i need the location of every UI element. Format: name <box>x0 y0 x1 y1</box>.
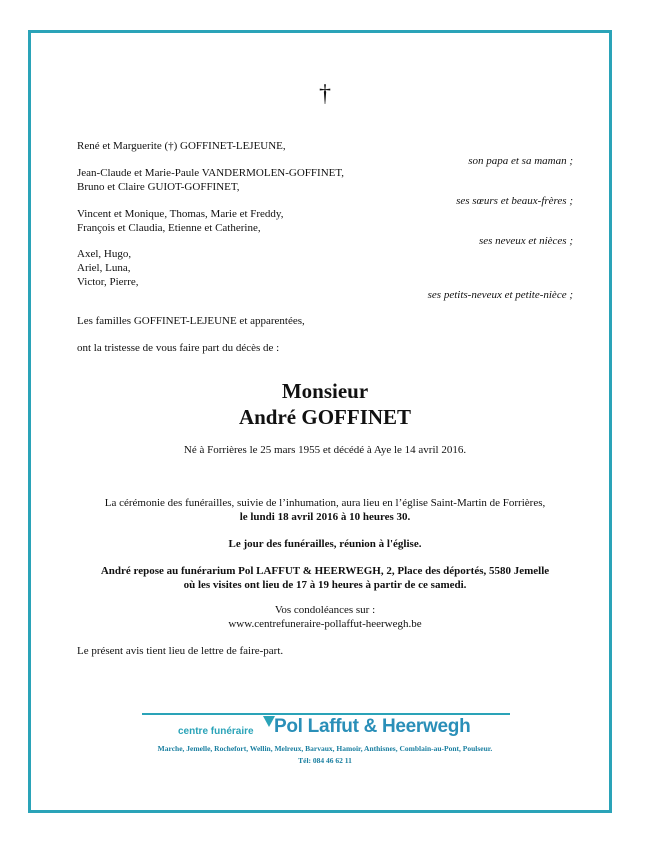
deceased-title: Monsieur <box>281 379 369 403</box>
footer-locations: Marche, Jemelle, Rochefort, Wellin, Melreux, Barvaux, Hamoir, Anthisnes, Comblain-au-Pont, Poulseur. <box>157 744 493 753</box>
logo-main-text: Pol Laffut & Heerwegh <box>274 716 471 737</box>
logo-small-text: centre funéraire <box>178 726 254 737</box>
birth-death-dates: Né à Forrières le 25 mars 1955 et décédé à Aye le 14 avril 2016. <box>183 444 467 456</box>
nephews-role: ses neveux et nièces ; <box>478 235 573 247</box>
condolences-website[interactable]: www.centrefuneraire-pollaffut-heerwegh.be <box>228 618 422 630</box>
sibling-line-1: Jean-Claude et Marie-Paule VANDERMOLEN-GOFFINET, <box>77 167 345 179</box>
siblings-role: ses sœurs et beaux-frères ; <box>456 195 573 207</box>
funerarium-line-1: André repose au funérarium Pol LAFFUT & HEERWEGH, 2, Place des déportés, 5580 Jemelle <box>100 565 550 577</box>
grand-nephews-role: ses petits-neveux et petite-nièce ; <box>427 289 573 301</box>
reunion-line: Le jour des funérailles, réunion à l'église. <box>228 538 422 550</box>
footer-phone: Tél: 084 46 62 11 <box>298 756 352 765</box>
funerarium-line-2: où les visites ont lieu de 17 à 19 heures à partir de ce samedi. <box>183 579 467 591</box>
condolences-label: Vos condoléances sur : <box>274 604 376 616</box>
parents-role: son papa et sa maman ; <box>468 155 573 167</box>
cross-symbol: † <box>319 81 331 107</box>
nephew-line-2: François et Claudia, Etienne et Catherine, <box>77 222 261 234</box>
grand-nephew-line-2: Ariel, Luna, <box>77 262 131 274</box>
parents-line: René et Marguerite (†) GOFFINET-LEJEUNE, <box>77 140 286 152</box>
families-line: Les familles GOFFINET-LEJEUNE et apparentées, <box>77 315 305 327</box>
sibling-line-2: Bruno et Claire GUIOT-GOFFINET, <box>77 181 240 193</box>
ceremony-line-1: La cérémonie des funérailles, suivie de l’inhumation, aura lieu en l’église Saint-Martin de Forrières, <box>104 497 546 509</box>
grand-nephew-line-1: Axel, Hugo, <box>77 248 132 260</box>
footer-rule <box>142 713 510 715</box>
deceased-name: André GOFFINET <box>238 405 412 429</box>
ceremony-line-2: le lundi 18 avril 2016 à 10 heures 30. <box>239 511 411 523</box>
grand-nephew-line-3: Victor, Pierre, <box>77 276 139 288</box>
faire-part-notice: Le présent avis tient lieu de lettre de faire-part. <box>77 645 284 657</box>
announcement-line: ont la tristesse de vous faire part du décès de : <box>77 342 280 354</box>
nephew-line-1: Vincent et Monique, Thomas, Marie et Freddy, <box>77 208 284 220</box>
